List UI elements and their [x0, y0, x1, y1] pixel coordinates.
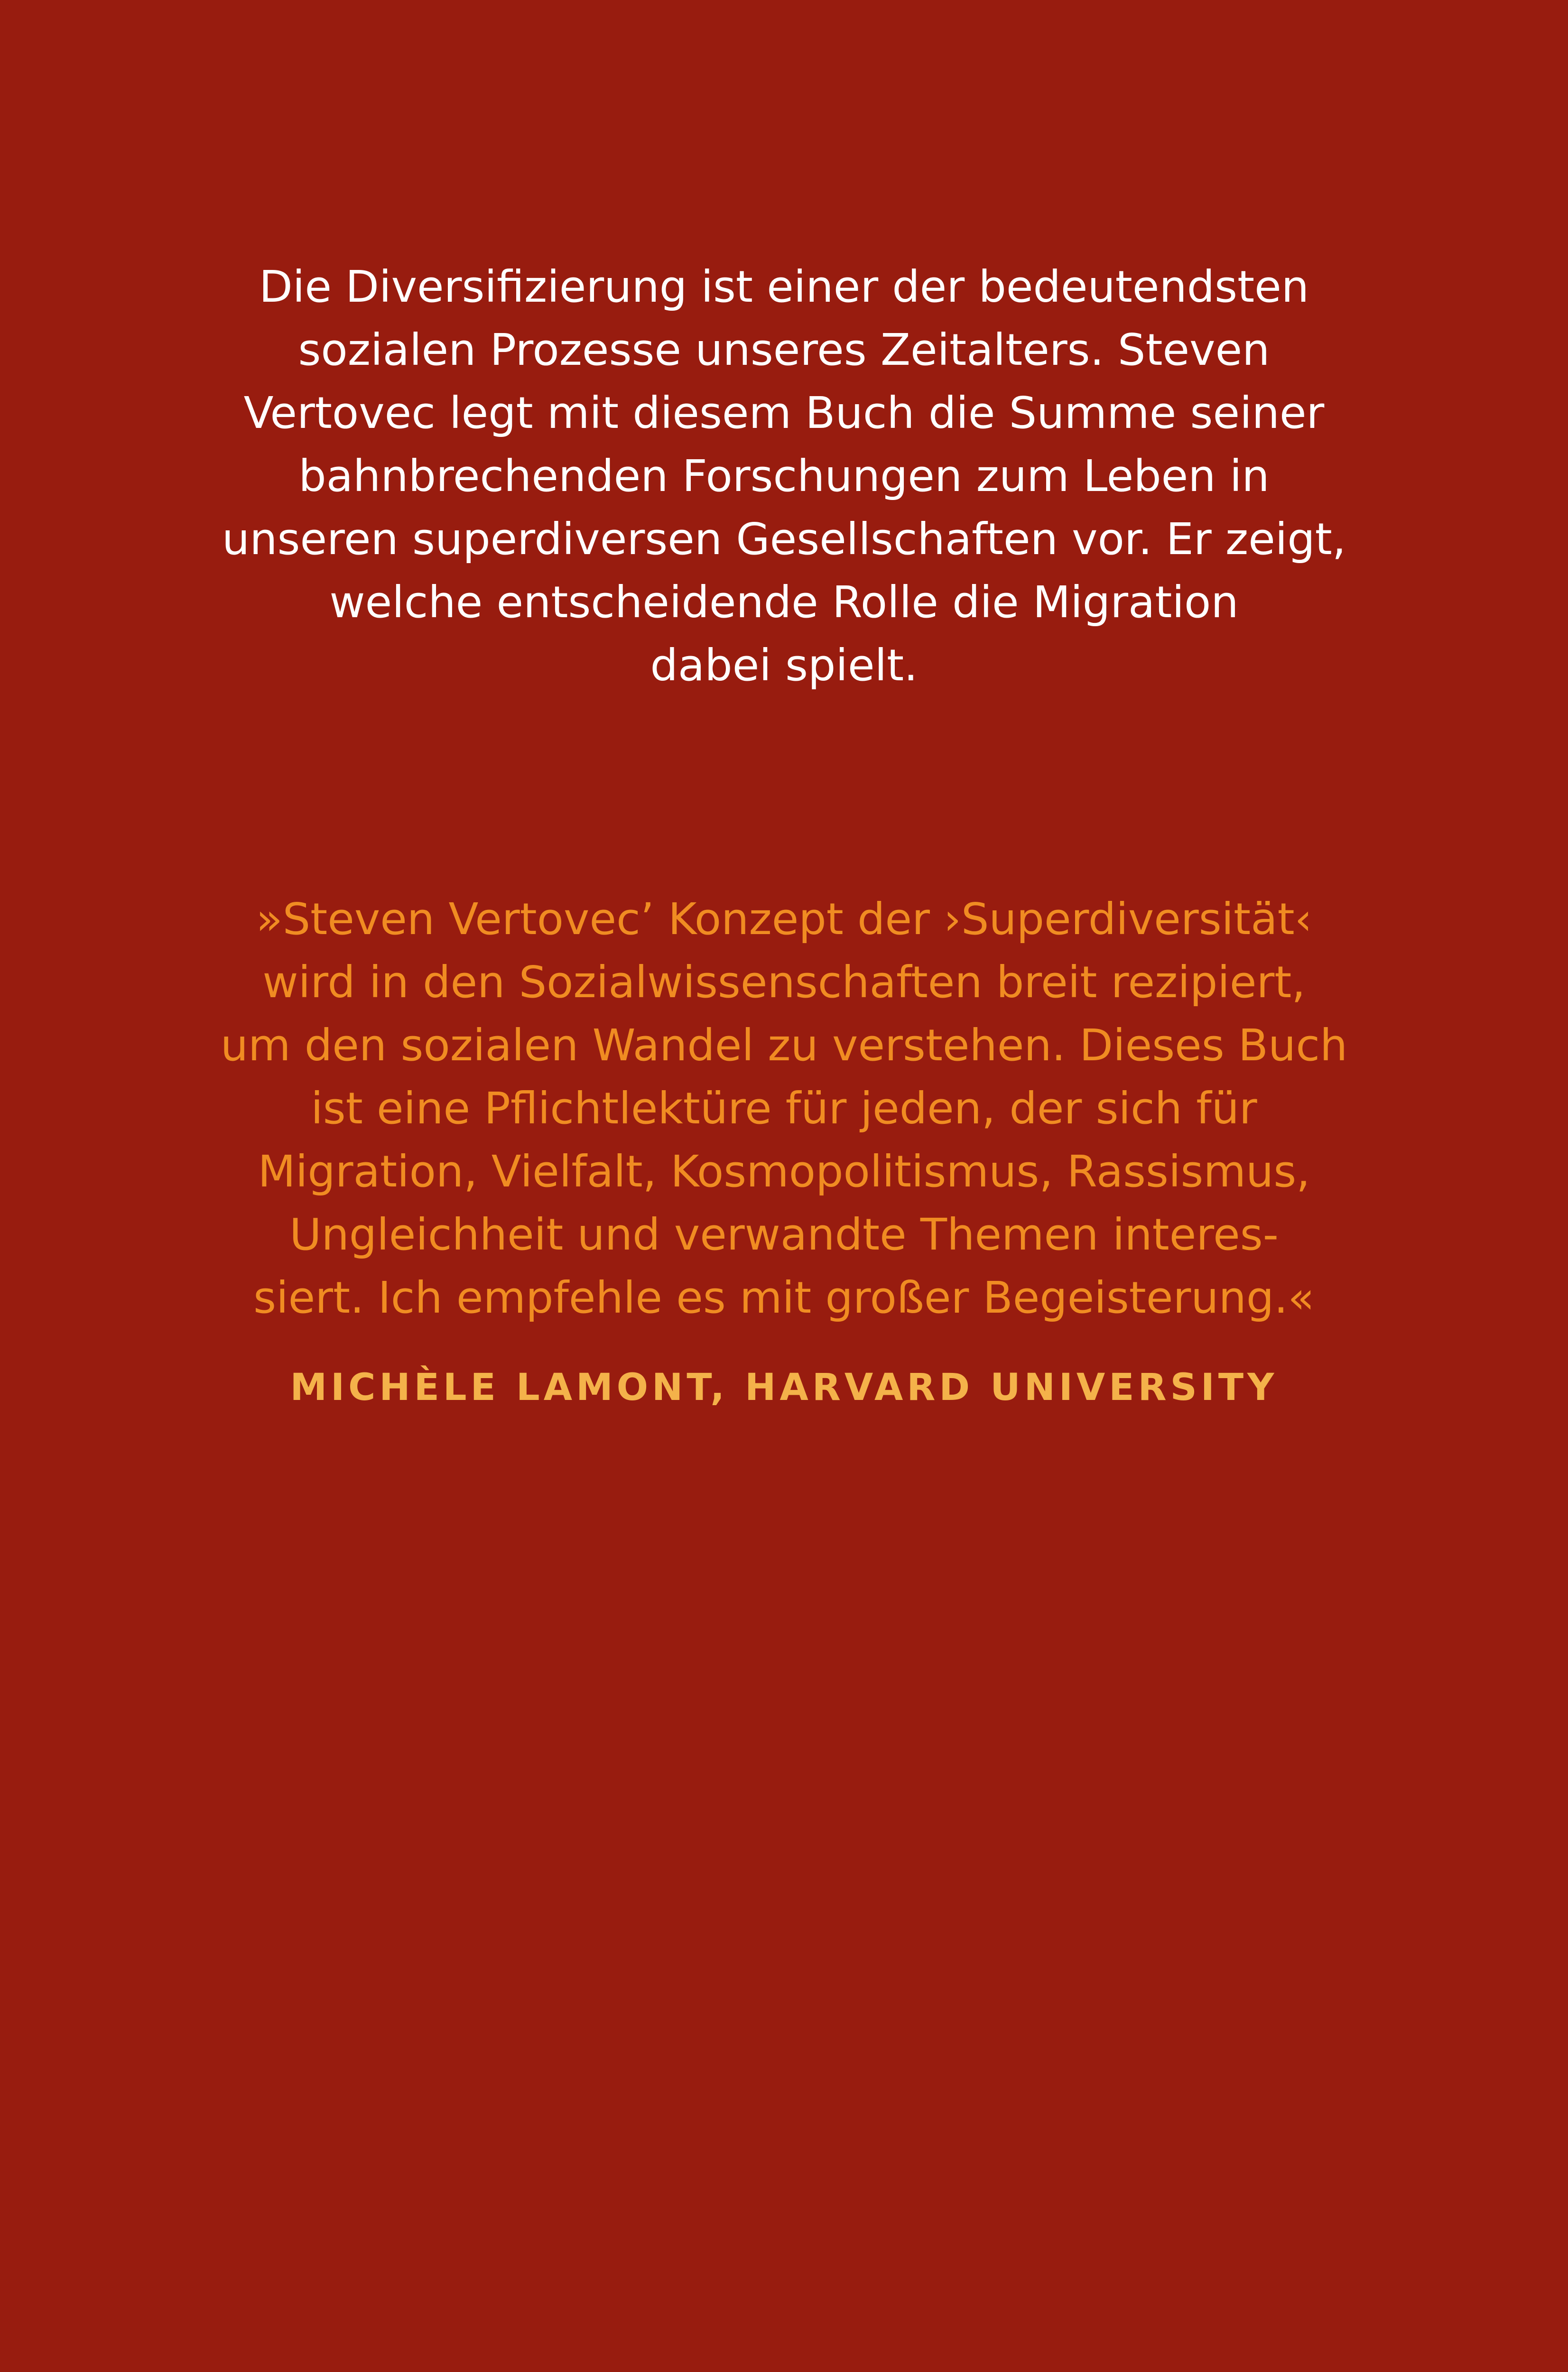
quote-line: Migration, Vielfalt, Kosmopolitismus, Rassismus,	[258, 1146, 1310, 1197]
description-line: Die Diversifizierung ist einer der bedeutendsten	[259, 261, 1309, 312]
quote-attribution: MICHÈLE LAMONT, HARVARD UNIVERSITY	[290, 1366, 1278, 1409]
description-line: sozialen Prozesse unseres Zeitalters. Steven	[298, 324, 1270, 375]
quote-line: siert. Ich empfehle es mit großer Begeisterung.«	[253, 1272, 1315, 1323]
book-description	[0, 255, 1568, 697]
description-line: unseren superdiversen Gesellschaften vor. Er zeigt,	[222, 514, 1346, 565]
quote-line: Ungleichheit und verwandte Themen interes-	[289, 1209, 1279, 1260]
description-line: bahnbrechenden Forschungen zum Leben in	[298, 451, 1270, 501]
description-line: dabei spielt.	[650, 640, 918, 691]
description-line: Vertovec legt mit diesem Buch die Summe seiner	[243, 388, 1325, 438]
quote-line: um den sozialen Wandel zu verstehen. Dieses Buch	[220, 1020, 1348, 1071]
description-line: welche entscheidende Rolle die Migration	[329, 577, 1239, 628]
quote-line: ist eine Pflichtlektüre für jeden, der sich für	[311, 1083, 1257, 1134]
review-quote	[0, 888, 1568, 1329]
quote-line: »Steven Vertovec’ Konzept der ›Superdiversität‹	[256, 894, 1312, 945]
quote-line: wird in den Sozialwissenschaften breit rezipiert,	[262, 957, 1306, 1008]
